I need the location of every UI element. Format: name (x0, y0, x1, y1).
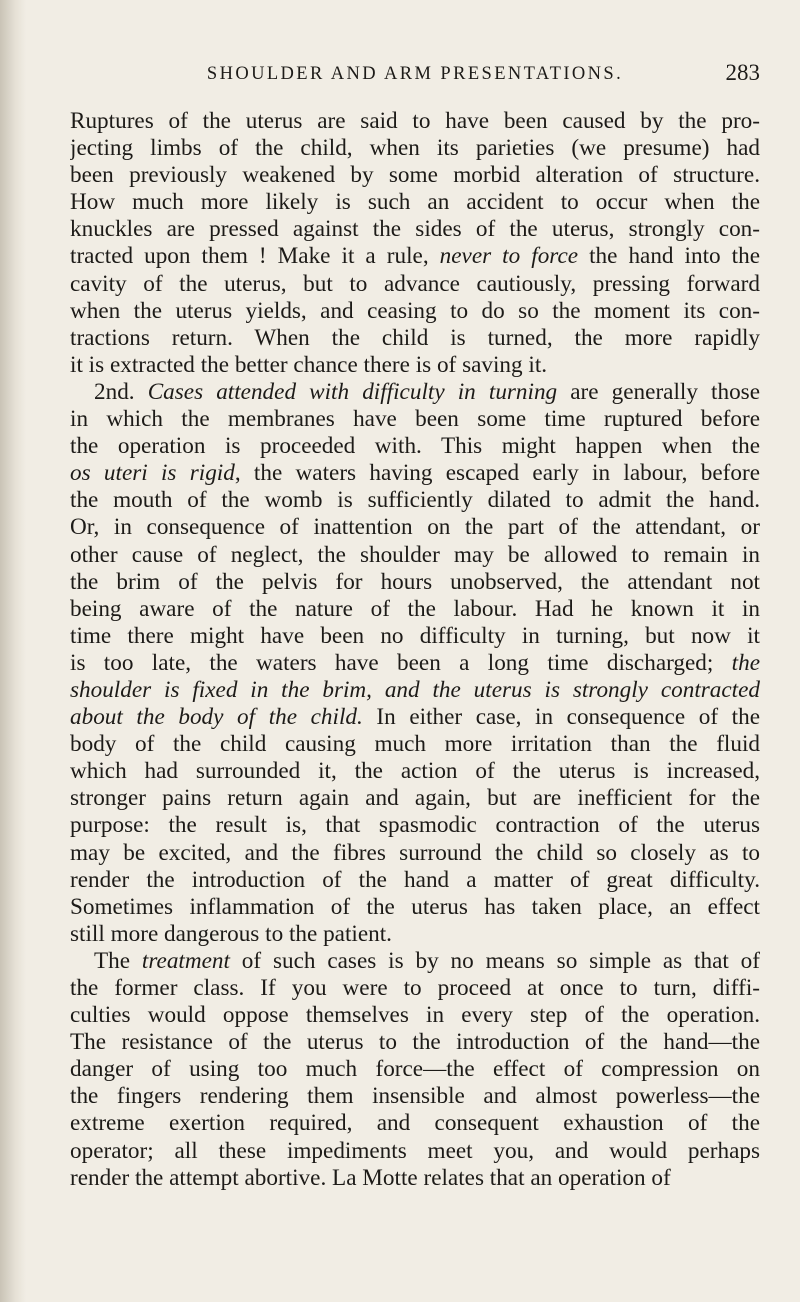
text-line: How much more likely is such an accident to occur when the (70, 189, 760, 216)
text-line: may be excited, and the fibres surround the child so closely as to (70, 839, 760, 866)
text-line: being aware of the nature of the labour. Had he known it in (70, 595, 760, 622)
text-line: it is extracted the better chance there is of saving it. (70, 351, 548, 378)
text-line: render the introduction of the hand a matter of great difficulty. (70, 866, 760, 893)
text-line: cavity of the uterus, but to advance cautiously, pressing forward (70, 270, 760, 297)
text-line: tractions return. When the child is turned, the more rapidly (70, 324, 760, 351)
text-line: the former class. If you were to proceed at once to turn, diffi- (70, 975, 760, 1001)
text-line: about the body of the child. In either case, in consequence of the (70, 704, 760, 731)
book-page (70, 58, 760, 1192)
text-line: which had surrounded it, the action of the uterus is increased, (70, 758, 760, 785)
text-line: shoulder is fixed in the brim, and the uterus is strongly contracted (70, 676, 760, 703)
text-line: the mouth of the womb is sufficiently dilated to admit the hand. (70, 487, 760, 514)
text-line: jecting limbs of the child, when its parieties (we presume) had (70, 135, 760, 162)
text-line: danger of using too much force—the effect of compression on (70, 1056, 760, 1083)
text-line: culties would oppose themselves in every step of the operation. (70, 1002, 760, 1029)
text-line: 2nd. Cases attended with difficulty in turning are generally those (94, 378, 760, 405)
text-line: the brim of the pelvis for hours unobserved, the attendant not (70, 568, 760, 595)
running-head (70, 58, 760, 92)
text-line: The resistance of the uterus to the introduction of the hand—the (70, 1029, 760, 1056)
text-line: purpose: the result is, that spasmodic contraction of the uterus (70, 812, 760, 839)
text-line: in which the membranes have been some time ruptured before (70, 406, 760, 433)
text-line: the operation is proceeded with. This might happen when the (70, 433, 760, 460)
text-line: other cause of neglect, the shoulder may be allowed to remain in (70, 541, 760, 568)
text-line: the fingers rendering them insensible and almost powerless—the (70, 1083, 760, 1110)
text-line: os uteri is rigid, the waters having escaped early in labour, before (70, 460, 760, 487)
text-line: body of the child causing much more irritation than the fluid (70, 731, 760, 758)
text-line: Sometimes inflammation of the uterus has taken place, an effect (70, 893, 760, 920)
text-line: knuckles are pressed against the sides of the uterus, strongly con- (70, 216, 760, 243)
text-line: render the attempt abortive. La Motte relates that an operation of (70, 1164, 671, 1191)
text-line: operator; all these impediments meet you, and would perhaps (70, 1137, 760, 1164)
text-line: time there might have been no difficulty in turning, but now it (70, 622, 760, 649)
text-line: still more dangerous to the patient. (70, 920, 392, 947)
body-text (70, 108, 760, 1192)
page-number: 283 (725, 60, 760, 85)
binding-shadow (0, 0, 26, 1302)
text-line: Ruptures of the uterus are said to have been caused by the pro- (70, 108, 760, 134)
text-line: been previously weakened by some morbid alteration of structure. (70, 162, 760, 189)
text-line: The treatment of such cases is by no means so simple as that of (94, 947, 760, 974)
text-line: extreme exertion required, and consequent exhaustion of the (70, 1110, 760, 1137)
text-line: is too late, the waters have been a long time discharged; the (70, 649, 760, 676)
text-line: tracted upon them ! Make it a rule, never to force the hand into the (70, 243, 760, 270)
text-line: stronger pains return again and again, but are inefficient for the (70, 785, 760, 812)
text-line: when the uterus yields, and ceasing to do so the moment its con- (70, 297, 760, 324)
text-line: Or, in consequence of inattention on the part of the attendant, or (70, 514, 760, 541)
running-title: SHOULDER AND ARM PRESENTATIONS. (206, 64, 624, 84)
